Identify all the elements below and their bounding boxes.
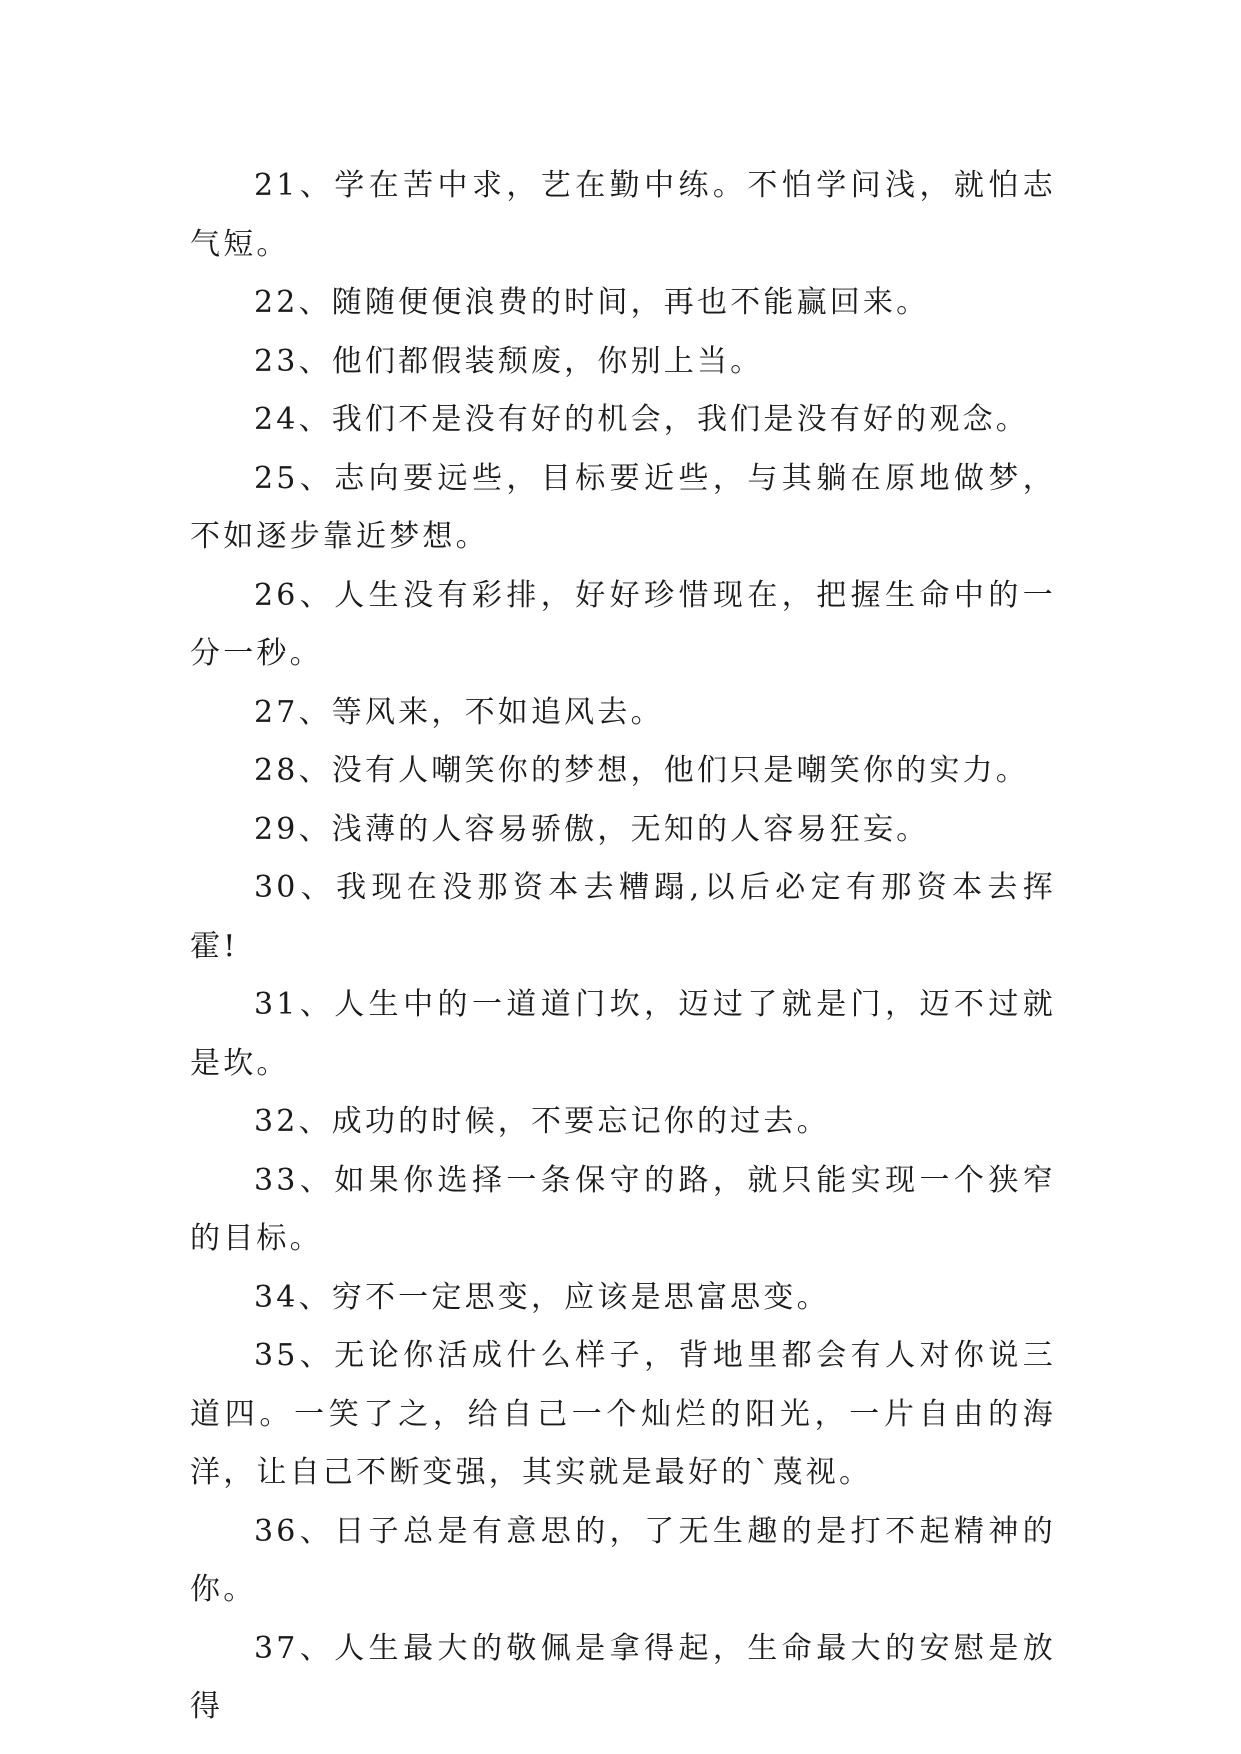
paragraph-30: 30、我现在没那资本去糟蹋,以后必定有那资本去挥霍! [190, 870, 1056, 964]
paragraph-25: 25、志向要远些，目标要近些，与其躺在原地做梦，不如逐步靠近梦想。 [190, 460, 1056, 554]
paragraph-21: 21、学在苦中求，艺在勤中练。不怕学问浅，就怕志气短。 [190, 168, 1056, 262]
paragraph-23: 23、他们都假装颓废，你别上当。 [254, 343, 764, 379]
paragraph-33: 33、如果你选择一条保守的路，就只能实现一个狭窄的目标。 [190, 1162, 1056, 1256]
paragraph-22: 22、随随便便浪费的时间，再也不能赢回来。 [254, 285, 930, 320]
paragraph-28: 28、没有人嘲笑你的梦想，他们只是嘲笑你的实力。 [254, 753, 1029, 788]
paragraph-29: 29、浅薄的人容易骄傲，无知的人容易狂妄。 [254, 811, 930, 847]
paragraph-35: 35、无论你活成什么样子，背地里都会有人对你说三道四。一笑了之，给自己一个灿烂的阳光，一片自由的海洋，让自己不断变强，其实就是最好的`蔑视。 [190, 1338, 1056, 1490]
paragraph-36: 36、日子总是有意思的，了无生趣的是打不起精神的你。 [190, 1513, 1056, 1607]
paragraph-34: 34、穷不一定思变，应该是思富思变。 [254, 1279, 830, 1315]
paragraph-31: 31、人生中的一道道门坎，迈过了就是门，迈不过就是坎。 [190, 987, 1056, 1081]
paragraph-37: 37、人生最大的敬佩是拿得起，生命最大的安慰是放得 [190, 1630, 1056, 1724]
paragraph-24: 24、我们不是没有好的机会，我们是没有好的观念。 [254, 402, 1029, 437]
paragraph-32: 32、成功的时候，不要忘记你的过去。 [254, 1104, 830, 1139]
paragraph-26: 26、人生没有彩排，好好珍惜现在，把握生命中的一分一秒。 [190, 577, 1056, 671]
paragraph-27: 27、等风来，不如追风去。 [254, 694, 664, 730]
document-body [190, 157, 1056, 1737]
